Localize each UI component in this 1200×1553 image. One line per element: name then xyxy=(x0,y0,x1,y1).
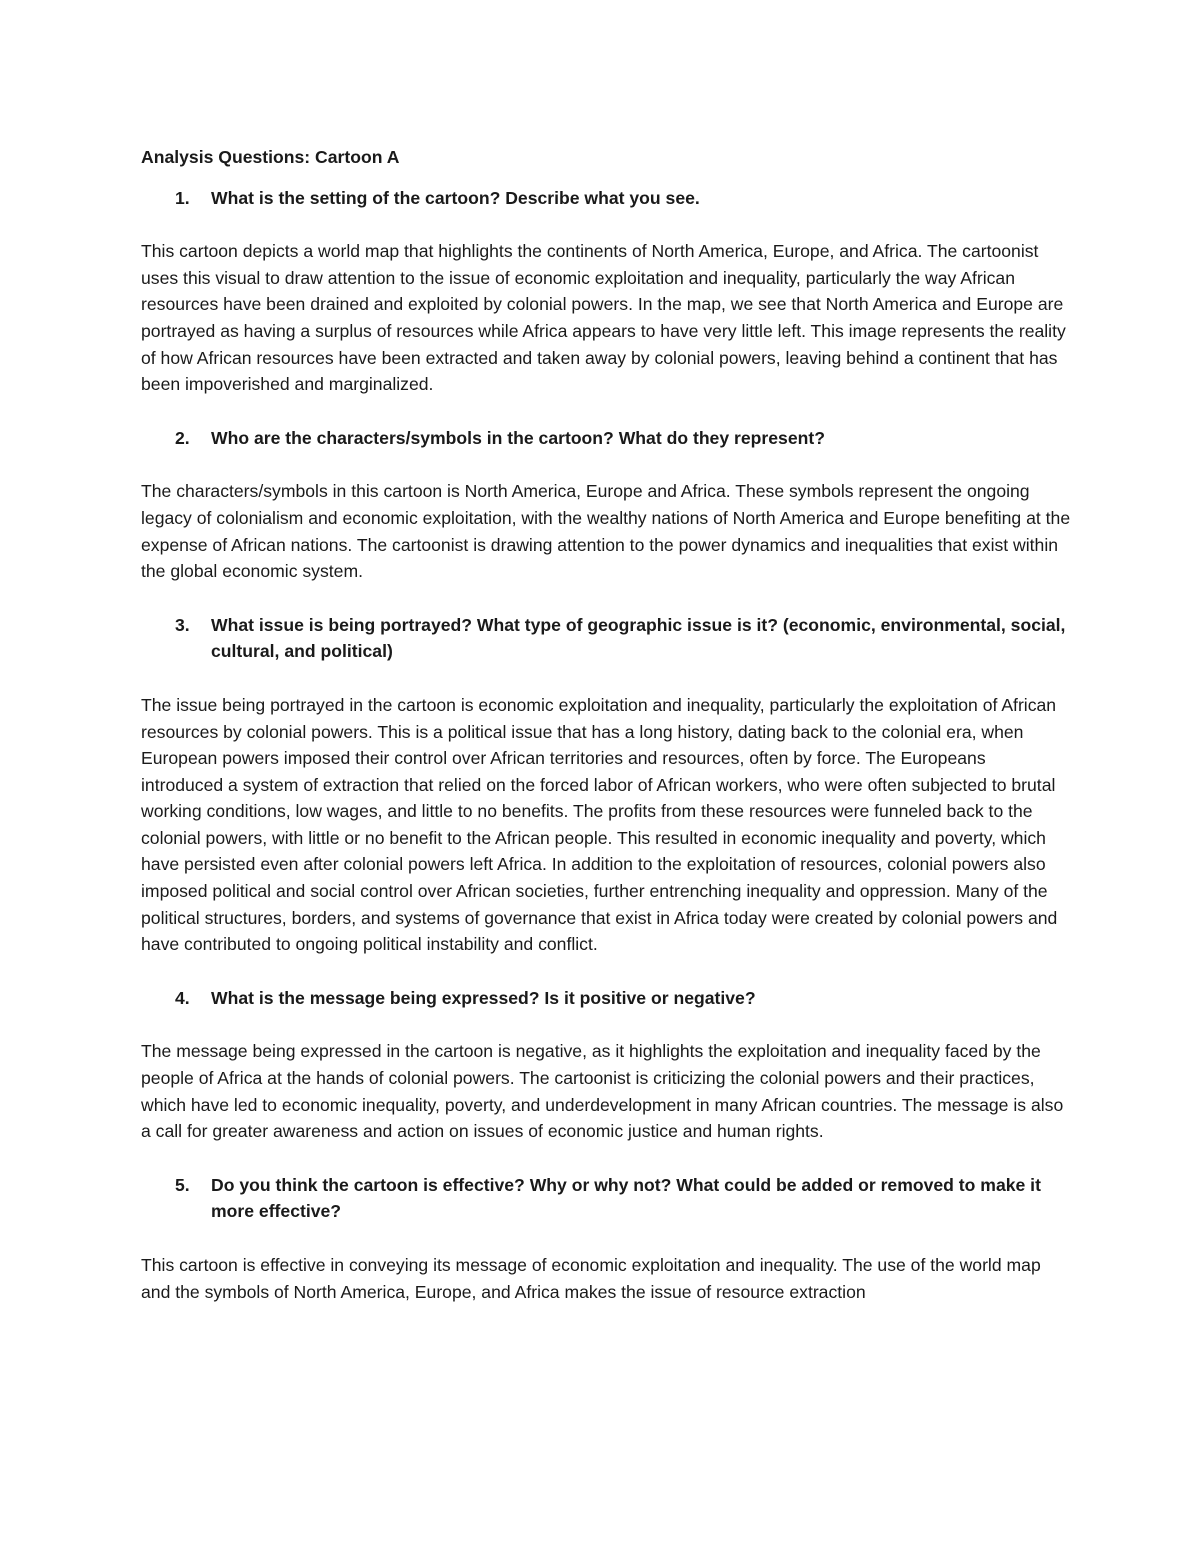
question-text: What is the message being expressed? Is it positive or negative? xyxy=(211,987,756,1008)
answer-2: The characters/symbols in this cartoon is North America, Europe and Africa. These symbols represent the ongoing legacy of colonialism and economic exploitation, with the wealthy nations of North America and Europe benefiting at the expense of African nations. The cartoonist is drawing attention to the power dynamics and inequalities that exist within the global economic system. xyxy=(141,481,1071,582)
answer-1: This cartoon depicts a world map that highlights the continents of North America, Europe, and Africa. The cartoonist uses this visual to draw attention to the issue of economic exploitation and inequality, particularly the way African resources have been drained and exploited by colonial powers. In the map, we see that North America and Europe are portrayed as having a surplus of resources while Africa appears to have very little left. This image represents the reality of how African resources have been extracted and taken away by colonial powers, leaving behind a continent that has been impoverished and marginalized. xyxy=(141,241,1066,395)
document-title: Analysis Questions: Cartoon A xyxy=(141,147,400,167)
question-1 xyxy=(141,185,1071,212)
question-number: 1. xyxy=(175,187,190,208)
question-number: 3. xyxy=(175,614,190,635)
answer-5: This cartoon is effective in conveying its message of economic exploitation and inequality. The use of the world map and the symbols of North America, Europe, and Africa makes the issue of resource extraction xyxy=(141,1255,1041,1302)
question-text: Who are the characters/symbols in the cartoon? What do they represent? xyxy=(211,427,825,448)
answer-4: The message being expressed in the cartoon is negative, as it highlights the exploitation and inequality faced by the people of Africa at the hands of colonial powers. The cartoonist is criticizing the colonial powers and their practices, which have led to economic inequality, poverty, and underdevelopment in many African countries. The message is also a call for greater awareness and action on issues of economic justice and human rights. xyxy=(141,1041,1064,1142)
question-3 xyxy=(141,612,1071,665)
question-text: What is the setting of the cartoon? Describe what you see. xyxy=(211,187,700,208)
question-number: 5. xyxy=(175,1174,190,1195)
question-number: 2. xyxy=(175,427,190,448)
answer-3: The issue being portrayed in the cartoon is economic exploitation and inequality, particularly the exploitation of African resources by colonial powers. This is a political issue that has a long history, dating back to the colonial era, when European powers imposed their control over African territories and resources, often by force. The Europeans introduced a system of extraction that relied on the forced labor of African workers, who were often subjected to brutal working conditions, low wages, and little to no benefits. The profits from these resources were funneled back to the colonial powers, with little or no benefit to the African people. This resulted in economic inequality and poverty, which have persisted even after colonial powers left Africa. In addition to the exploitation of resources, colonial powers also imposed political and social control over African societies, further entrenching inequality and oppression. Many of the political structures, borders, and systems of governance that exist in Africa today were created by colonial powers and have contributed to ongoing political instability and conflict. xyxy=(141,694,1058,955)
question-5 xyxy=(141,1172,1071,1225)
document-body xyxy=(141,144,1071,1332)
question-4 xyxy=(141,985,1071,1012)
question-text: What issue is being portrayed? What type of geographic issue is it? (economic, environmental, social, cultural, and political) xyxy=(211,614,1066,662)
question-2 xyxy=(141,425,1071,452)
question-number: 4. xyxy=(175,987,190,1008)
question-text: Do you think the cartoon is effective? Why or why not? What could be added or removed to make it more effective? xyxy=(211,1174,1041,1222)
